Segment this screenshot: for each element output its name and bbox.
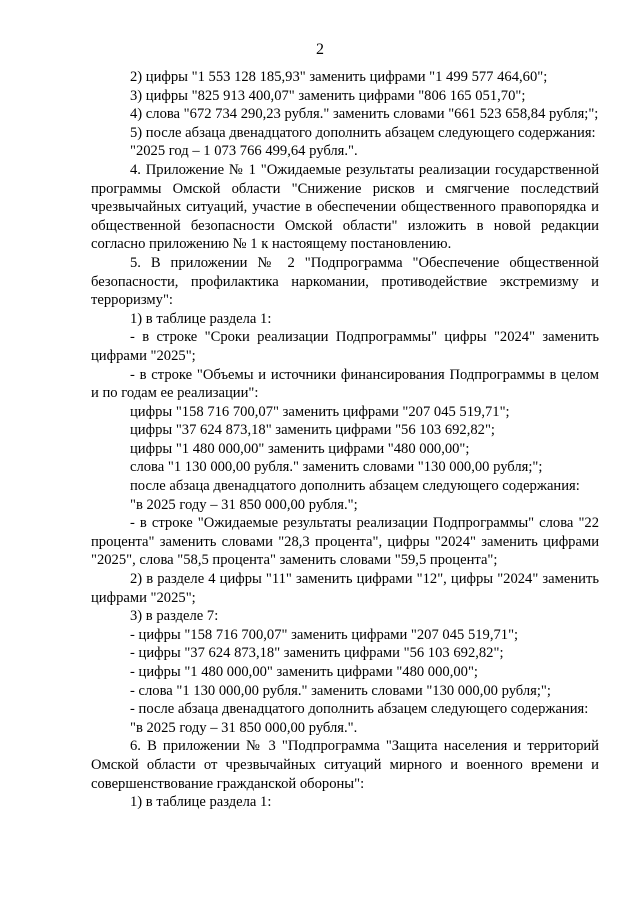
document-body: [91, 68, 599, 812]
paragraph-20: - цифры "158 716 700,07" заменить цифрами "207 045 519,71";: [130, 626, 519, 643]
paragraph-4: 5) после абзаца двенадцатого дополнить абзацем следующего содержания:: [130, 124, 596, 141]
paragraph-19: 3) в разделе 7:: [130, 608, 219, 625]
paragraph-9: - в строке "Сроки реализации Подпрограммы" цифры "2024" заменить цифрами "2025";: [91, 329, 599, 364]
paragraph-7: 5. В приложении № 2 "Подпрограмма "Обеспечение общественной безопасности, профилактика наркомании, противодействие экстремизму и терроризму":: [91, 254, 599, 309]
paragraph-15: после абзаца двенадцатого дополнить абзацем следующего содержания:: [130, 478, 580, 495]
paragraph-12: цифры "37 624 873,18" заменить цифрами "56 103 692,82";: [130, 422, 495, 439]
paragraph-16: "в 2025 году – 31 850 000,00 рубля.";: [130, 496, 358, 513]
paragraph-1: 2) цифры "1 553 128 185,93" заменить цифрами "1 499 577 464,60";: [130, 69, 548, 85]
paragraph-11: цифры "158 716 700,07" заменить цифрами "207 045 519,71";: [130, 403, 510, 420]
paragraph-5: "2025 год – 1 073 766 499,64 рубля.".: [130, 143, 358, 160]
paragraph-22: - цифры "1 480 000,00" заменить цифрами "480 000,00";: [130, 664, 478, 680]
paragraph-3: 4) слова "672 734 290,23 рубля." заменить словами "661 523 658,84 рубля;";: [130, 106, 599, 123]
paragraph-24: - после абзаца двенадцатого дополнить абзацем следующего содержания:: [130, 701, 589, 718]
paragraph-10: - в строке "Объемы и источники финансирования Подпрограммы в целом и по годам ее реализации":: [91, 366, 599, 402]
paragraph-8: 1) в таблице раздела 1:: [130, 310, 272, 327]
paragraph-27: 1) в таблице раздела 1:: [130, 794, 272, 811]
paragraph-14: слова "1 130 000,00 рубля." заменить словами "130 000,00 рубля;";: [130, 459, 543, 476]
paragraph-23: - слова "1 130 000,00 рубля." заменить словами "130 000,00 рубля;";: [130, 682, 551, 699]
paragraph-25: "в 2025 году – 31 850 000,00 рубля.".: [130, 719, 358, 736]
paragraph-17: - в строке "Ожидаемые результаты реализации Подпрограммы" слова "22 процента" заменить словами "28,3 процента", цифры "2024" заменить цифрами "2025", слова "58,5 процента" заменить словами "59,5 процента";: [91, 515, 599, 569]
paragraph-26: 6. В приложении № 3 "Подпрограмма "Защита населения и территорий Омской области от чрезвычайных ситуаций мирного и военного времени и совершенствование гражданской обороны":: [91, 738, 599, 792]
paragraph-18: 2) в разделе 4 цифры "11" заменить цифрами "12", цифры "2024" заменить цифрами "2025";: [91, 571, 599, 606]
paragraph-6: 4. Приложение № 1 "Ожидаемые результаты реализации государственной программы Омской области "Снижение рисков и смягчение последствий чрезвычайных ситуаций, участие в обеспечении общественного правопорядка и общественной безопасности Омской области" изложить в новой редакции согласно приложению № 1 к настоящему постановлению.: [91, 161, 599, 253]
paragraph-13: цифры "1 480 000,00" заменить цифрами "480 000,00";: [130, 440, 470, 457]
page-number: 2: [316, 41, 324, 58]
paragraph-2: 3) цифры "825 913 400,07" заменить цифрами "806 165 051,70";: [130, 87, 526, 104]
paragraph-21: - цифры "37 624 873,18" заменить цифрами "56 103 692,82";: [130, 645, 504, 662]
